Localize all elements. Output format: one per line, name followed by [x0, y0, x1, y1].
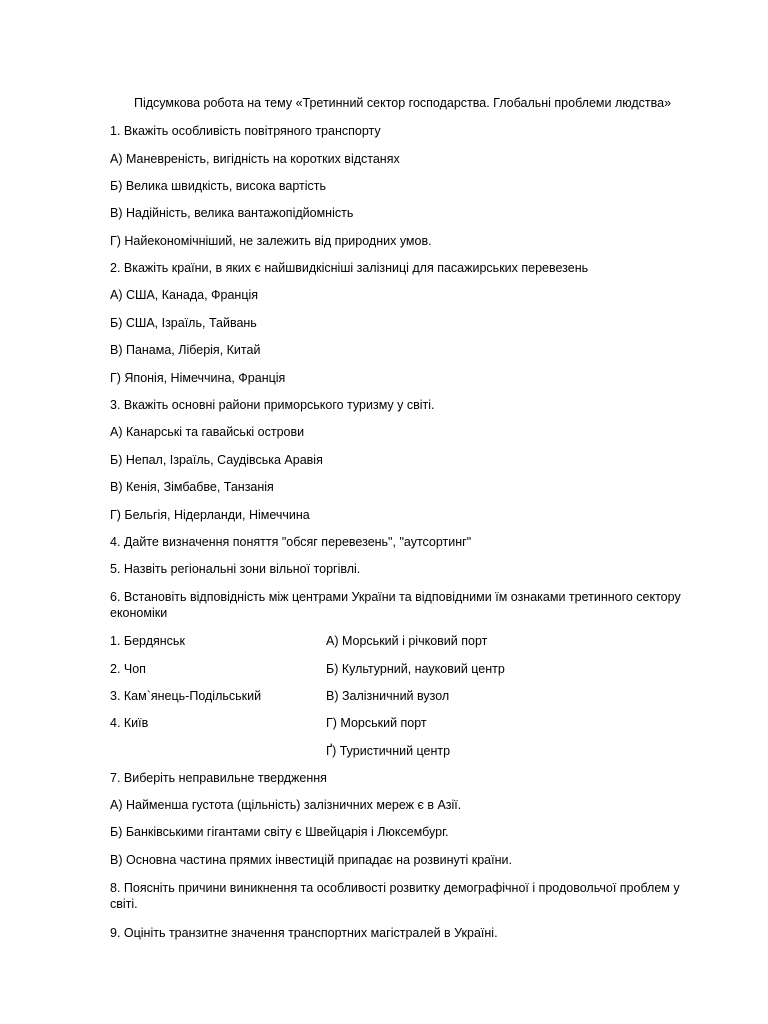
q6-right-c: В) Залізничний вузол: [326, 689, 450, 703]
q6-right-e: Ґ) Туристичний центр: [326, 744, 451, 758]
q3-option-c: В) Кенія, Зімбабве, Танзанія: [110, 480, 274, 494]
question-3: 3. Вкажіть основні райони приморського туризму у світі.: [110, 398, 435, 412]
question-6: 6. Встановіть відповідність між центрами України та відповідними їм ознаками третинного сектору економіки: [110, 590, 681, 620]
q7-option-c: В) Основна частина прямих інвестицій припадає на розвинуті країни.: [110, 853, 512, 867]
question-1: 1. Вкажіть особливість повітряного транспорту: [110, 124, 381, 138]
question-2: 2. Вкажіть країни, в яких є найшвидкісніші залізниці для пасажирських перевезень: [110, 261, 589, 275]
question-4: 4. Дайте визначення поняття "обсяг перевезень", "аутсортинг": [110, 535, 472, 549]
q6-left-3: 3. Кам`янець-Подільський: [110, 689, 262, 703]
q6-left-4: 4. Київ: [110, 716, 149, 730]
q6-right-d: Г) Морський порт: [326, 716, 427, 730]
q1-option-c: В) Надійність, велика вантажопідйомність: [110, 206, 354, 220]
question-9: 9. Оцініть транзитне значення транспортних магістралей в Україні.: [110, 926, 498, 940]
question-7: 7. Виберіть неправильне твердження: [110, 771, 327, 785]
question-8: 8. Поясніть причини виникнення та особливості розвитку демографічної і продовольчої проблем у світі.: [110, 881, 680, 911]
q2-option-d: Г) Японія, Німеччина, Франція: [110, 371, 286, 385]
q6-left-2: 2. Чоп: [110, 662, 146, 676]
q7-option-b: Б) Банківськими гігантами світу є Швейцарія і Люксембург.: [110, 825, 449, 839]
q3-option-b: Б) Непал, Ізраїль, Саудівська Аравія: [110, 453, 323, 467]
document-title: Підсумкова робота на тему «Третинний сектор господарства. Глобальні проблеми людства»: [134, 96, 672, 110]
q1-option-d: Г) Найекономічніший, не залежить від природних умов.: [110, 234, 432, 248]
q6-right-a: А) Морський і річковий порт: [326, 634, 488, 648]
q1-option-a: А) Маневреність, вигідність на коротких відстанях: [110, 152, 400, 166]
q1-option-b: Б) Велика швидкість, висока вартість: [110, 179, 327, 193]
q6-left-1: 1. Бердянськ: [110, 634, 185, 648]
q6-right-b: Б) Культурний, науковий центр: [326, 662, 505, 676]
q3-option-d: Г) Бельгія, Нідерланди, Німеччина: [110, 508, 310, 522]
q2-option-b: Б) США, Ізраїль, Тайвань: [110, 316, 257, 330]
q2-option-c: В) Панама, Ліберія, Китай: [110, 343, 261, 357]
q7-option-a: А) Найменша густота (щільність) залізничних мереж є в Азії.: [110, 798, 462, 812]
q2-option-a: А) США, Канада, Франція: [110, 288, 259, 302]
question-5: 5. Назвіть регіональні зони вільної торгівлі.: [110, 562, 361, 576]
q3-option-a: А) Канарські та гавайські острови: [110, 425, 305, 439]
